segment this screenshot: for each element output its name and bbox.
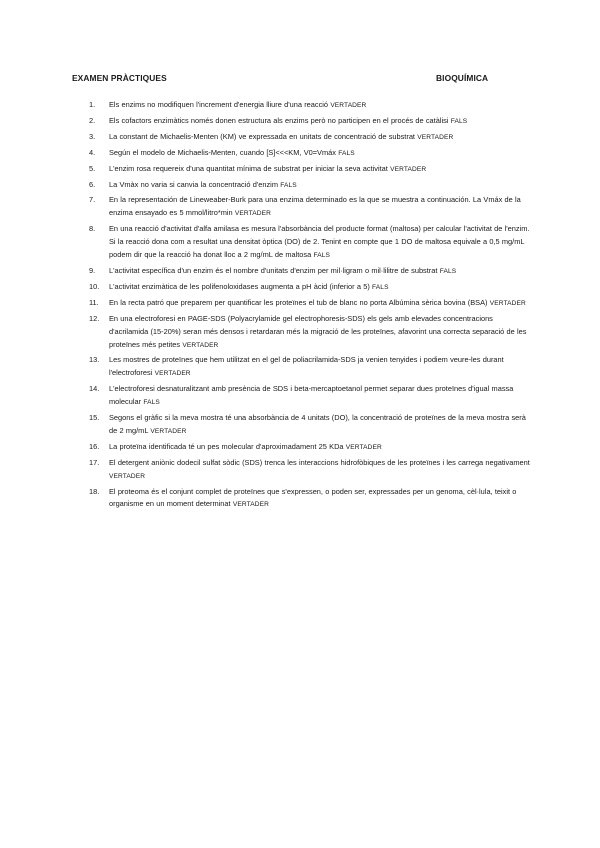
question-answer: VERTADER	[417, 133, 454, 141]
question-item	[89, 297, 531, 311]
question-item	[89, 115, 531, 129]
question-answer: VERTADER	[232, 501, 269, 509]
question-text: Les mostres de proteïnes que hem utilitzat en el gel de poliacrilamida-SDS ja venien tenyides i podiem veure-les durant l'electroforesi	[109, 355, 504, 378]
question-answer: FALS	[338, 149, 355, 157]
question-text: En una electroforesi en PAGE-SDS (Polyacrylamide gel electrophoresis-SDS) els gels amb elevades concentracions d'acrilamida (15-20%) seran més densos i retardaran més la migració de les proteïnes, afavorint una correcta separació de les proteïnes més petites	[109, 313, 527, 349]
question-answer: FALS	[439, 267, 457, 275]
question-item	[89, 131, 531, 145]
question-text: La proteïna identificada té un pes molecular d'aproximadament 25 KDa	[109, 441, 344, 451]
question-answer: VERTADER	[390, 165, 427, 173]
question-text: Según el modelo de Michaelis-Menten, cuando [S]<<<KM, V0=Vmáx	[109, 147, 336, 157]
question-number: 3.	[89, 131, 96, 141]
question-text: En una reacció d'activitat d'alfa amilasa es mesura l'absorbància del producte format (maltosa) per calcular l'activitat de l'enzim. Si la reacció dona com a resultat una densitat òptica (DO) de 2. Tenint en compte que 1 DO de maltosa equivale a 0,5 mg/mL podem dir que la reacció ha donat lloc a 2 mg/mL de maltosa	[109, 224, 530, 260]
question-item	[89, 147, 531, 161]
question-item	[89, 457, 531, 484]
question-item	[89, 441, 531, 455]
question-number: 10.	[89, 281, 100, 291]
question-answer: VERTADER	[150, 427, 187, 435]
question-answer: FALS	[280, 181, 297, 189]
question-item	[89, 179, 531, 193]
question-item	[89, 194, 531, 221]
question-text: L'enzim rosa requereix d'una quantitat mínima de substrat per iniciar la seva activitat	[109, 163, 388, 173]
question-item	[89, 99, 531, 113]
question-text: La Vmàx no varia si canvia la concentració d'enzim	[109, 179, 278, 189]
question-number: 16.	[89, 441, 100, 451]
question-number: 11.	[89, 297, 99, 307]
question-answer: VERTADER	[489, 299, 526, 307]
question-text: Els cofactors enzimàtics només donen estructura als enzims però no participen en el procés de catàlisi	[109, 115, 449, 125]
question-number: 6.	[89, 179, 96, 189]
question-number: 13.	[89, 355, 100, 365]
question-text: En la recta patró que preparem per quantificar les proteïnes el tub de blanc no porta Albúmina sèrica bovina (BSA)	[109, 297, 488, 307]
document-header	[72, 73, 532, 87]
question-answer: VERTADER	[154, 370, 191, 378]
question-answer: VERTADER	[182, 341, 219, 349]
question-answer: FALS	[450, 117, 468, 125]
question-number: 14.	[89, 384, 100, 394]
question-text: La constant de Michaelis-Menten (KM) ve expressada en unitats de concentració de substrat	[109, 131, 415, 141]
question-number: 8.	[89, 224, 96, 234]
question-answer: VERTADER	[109, 472, 146, 480]
question-item	[89, 281, 531, 295]
question-number: 9.	[89, 265, 96, 275]
question-answer: VERTADER	[234, 210, 271, 218]
question-list	[89, 99, 531, 514]
question-item	[89, 383, 531, 410]
question-text: El proteoma és el conjunt complet de proteïnes que s'expressen, o poden ser, expressades per un genoma, cèl·lula, teixit o organisme en un moment determinat	[109, 486, 517, 509]
question-number: 1.	[89, 100, 96, 109]
question-number: 15.	[89, 413, 100, 423]
question-number: 17.	[89, 457, 100, 467]
question-text: En la representación de Lineweaber-Burk para una enzima determinado es la que se muestra a continuación. La Vmáx de la enzima ensayado es 5 mmol/litro*min	[109, 195, 521, 218]
question-item	[89, 265, 531, 279]
question-number: 4.	[89, 147, 96, 157]
question-answer: FALS	[372, 283, 389, 291]
question-answer: FALS	[313, 252, 330, 260]
question-item	[89, 486, 531, 513]
subject-title: BIOQUÍMICA	[436, 73, 489, 83]
question-item	[89, 223, 531, 263]
question-item	[89, 313, 531, 353]
question-text: El detergent aniònic dodecil sulfat sòdic (SDS) trenca les interaccions hidrofòbiques de les proteïnes i les carrega negativament	[109, 457, 530, 467]
question-number: 18.	[89, 486, 100, 496]
question-item	[89, 412, 531, 439]
question-number: 5.	[89, 163, 96, 173]
question-text: L'activitat enzimàtica de les polifenoloxidases augmenta a pH àcid (inferior a 5)	[109, 281, 370, 291]
question-number: 12.	[89, 313, 100, 323]
question-answer: FALS	[143, 399, 160, 407]
question-number: 7.	[89, 195, 96, 205]
exam-title: EXAMEN PRÀCTIQUES	[72, 73, 167, 83]
question-answer: VERTADER	[330, 102, 367, 109]
question-item	[89, 163, 531, 177]
question-text: Els enzims no modifiquen l'increment d'energia lliure d'una reacció	[109, 100, 329, 109]
question-text: Segons el gràfic si la meva mostra té una absorbància de 4 unitats (DO), la concentració de proteïnes de la meva mostra serà de 2 mg/mL	[109, 413, 526, 435]
question-text: L'electroforesi desnaturalitzant amb presència de SDS i beta-mercaptoetanol permet separar dues proteïnes d'igual massa molecular	[109, 384, 514, 407]
question-answer: VERTADER	[345, 443, 382, 451]
question-text: L'activitat específica d'un enzim és el nombre d'unitats d'enzim per mil·ligram o mil·lilitre de substrat	[109, 265, 438, 275]
question-item	[89, 354, 531, 381]
question-number: 2.	[89, 115, 96, 125]
